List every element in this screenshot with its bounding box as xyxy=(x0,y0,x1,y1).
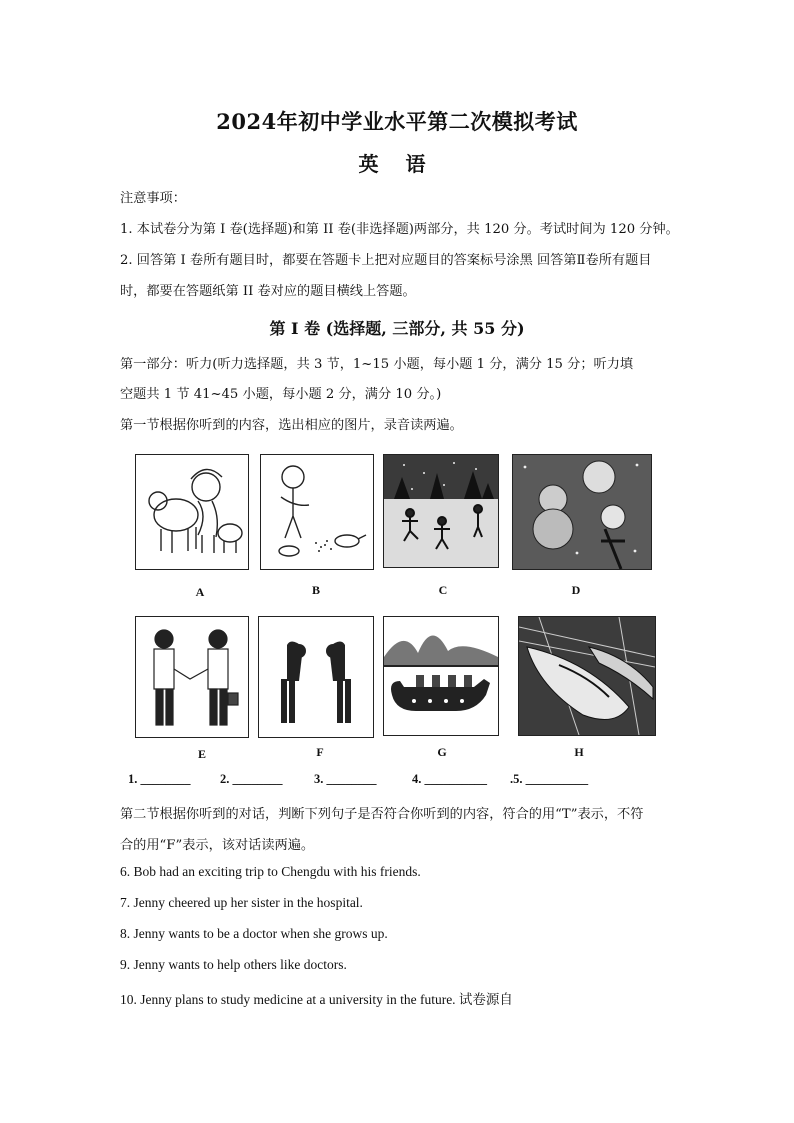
notes-heading: 注意事项： xyxy=(120,191,186,206)
section-2-instruction-line-2: 合的用“F”表示，该对话读两遍。 xyxy=(120,838,315,853)
picture-label-e: E xyxy=(197,747,206,761)
question-6: 6. Bob had an exciting trip to Chengdu with his friends. xyxy=(120,864,421,879)
picture-label-b: B xyxy=(311,583,320,597)
picture-label-f: F xyxy=(316,745,324,759)
section-2-instruction-line-1: 第二节根据你听到的对话，判断下列句子是否符合你听到的内容，符合的用“T”表示，不符 xyxy=(120,807,644,822)
picture-label-c: C xyxy=(438,583,448,597)
section-1-instruction: 第一节根据你听到的内容，选出相应的图片，录音读两遍。 xyxy=(120,418,463,433)
answer-blank-2[interactable]: 2. ________ xyxy=(220,772,283,786)
note-item-2-line-2: 时，都要在答题纸第 II 卷对应的题目横线上答题。 xyxy=(120,284,416,299)
picture-f-bowing xyxy=(258,616,374,738)
picture-label-h: H xyxy=(574,745,584,759)
picture-label-a: A xyxy=(195,585,205,599)
picture-h-high-speed-train xyxy=(518,616,656,736)
question-8: 8. Jenny wants to be a doctor when she grows up. xyxy=(120,926,388,941)
picture-a-boy-with-sheep xyxy=(135,454,249,570)
picture-e-handshake xyxy=(135,616,249,738)
listening-intro-line-2: 空题共 1 节 41~45 小题，每小题 2 分，满分 10 分。) xyxy=(120,387,442,402)
picture-label-d: D xyxy=(571,583,581,597)
note-item-1: 1. 本试卷分为第 I 卷(选择题)和第 II 卷(非选择题)两部分，共 120 分。考试时间为 120 分钟。 xyxy=(120,222,679,237)
picture-b-boy-feeding-birds xyxy=(260,454,374,570)
answer-blank-5[interactable]: .5. __________ xyxy=(510,772,589,786)
answer-blank-3[interactable]: 3. ________ xyxy=(314,772,377,786)
picture-g-dragon-boat xyxy=(383,616,499,736)
question-9: 9. Jenny wants to help others like doctors. xyxy=(120,957,347,972)
exam-title: 2024年初中学业水平第二次模拟考试 xyxy=(216,109,578,134)
subject-title: 英 语 xyxy=(358,152,436,176)
listening-intro-line-1: 第一部分：听力(听力选择题，共 3 节，1~15 小题，每小题 1 分，满分 15 分；听力填 xyxy=(120,357,634,372)
part-heading: 第 I 卷 (选择题, 三部分, 共 55 分) xyxy=(269,319,525,338)
note-item-2-line-1: 2. 回答第 I 卷所有题目时，都要在答题卡上把对应题目的答案标号涂黑 回答第Ⅱ卷所有题目 xyxy=(120,253,652,268)
picture-c-ice-skating xyxy=(383,454,499,568)
answer-blank-1[interactable]: 1. ________ xyxy=(128,772,191,786)
picture-label-g: G xyxy=(437,745,447,759)
picture-d-snowman-children xyxy=(512,454,652,570)
question-10: 10. Jenny plans to study medicine at a university in the future. 试卷源自 xyxy=(120,992,513,1007)
answer-blank-4[interactable]: 4. __________ xyxy=(412,772,487,786)
question-7: 7. Jenny cheered up her sister in the hospital. xyxy=(120,895,363,910)
